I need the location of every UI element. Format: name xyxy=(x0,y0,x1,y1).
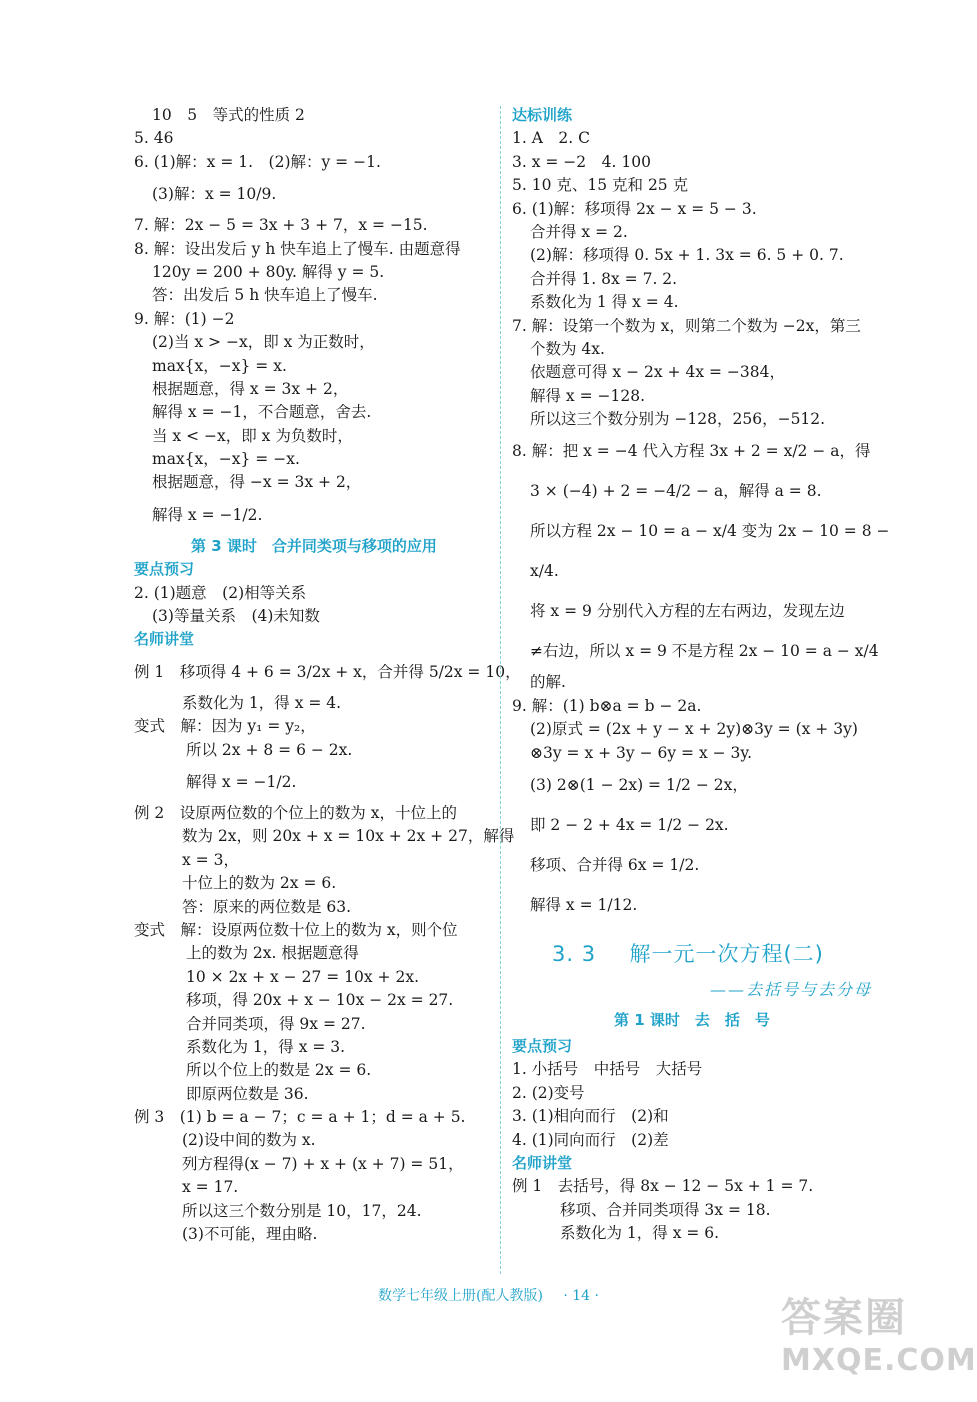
text-line: 5. 10 克、15 克和 25 克 xyxy=(512,176,689,195)
text-line: 变式 解：设原两位数十位上的数为 x，则个位 xyxy=(134,920,458,939)
watermark-line2: MXQE.COM xyxy=(781,1343,977,1378)
text-line: 列方程得(x − 7) + x + (x + 7) = 51， xyxy=(182,1154,464,1173)
text-line: 上的数为 2x. 根据题意得 xyxy=(186,944,359,963)
text-line: 例 2 设原两位数的个位上的数为 x，十位上的 xyxy=(134,803,457,822)
text-line: x = 3， xyxy=(182,850,239,869)
right-column xyxy=(512,104,890,1246)
text-line: 例 3 (1) b = a − 7；c = a + 1；d = a + 5. xyxy=(134,1108,466,1127)
text-line: 达标训练 xyxy=(512,106,573,124)
section-title-text: 解一元一次方程(二) xyxy=(629,942,824,967)
text-line: 解得 x = −128. xyxy=(530,386,646,405)
text-line: 所以个位上的数是 2x = 6. xyxy=(186,1061,372,1080)
text-line: (3)不可能，理由略. xyxy=(182,1225,318,1244)
watermark-line1: 答案圈 xyxy=(781,1295,907,1341)
text-line: 要点预习 xyxy=(512,1037,573,1056)
section-title xyxy=(512,933,872,975)
text-line: ⊗3y = x + 3y − 6y = x − 3y. xyxy=(530,743,753,762)
text-line: max{x，−x} = −x. xyxy=(152,450,300,469)
text-line: 第 3 课时 合并同类项与移项的应用 xyxy=(191,536,437,555)
text-line: 根据题意，得 −x = 3x + 2， xyxy=(152,473,362,492)
text-line: (3)解：x = 10/9. xyxy=(152,185,277,204)
section-subtitle: ——去括号与去分母 xyxy=(709,980,872,1000)
text-line: 8. 解：把 x = −4 代入方程 3x + 2 = x/2 − a，得 xyxy=(512,442,871,461)
column-divider xyxy=(500,106,501,1274)
text-line: 即原两位数是 36. xyxy=(186,1084,309,1103)
text-line: (2)原式 = (2x + y − x + 2y)⊗3y = (x + 3y) xyxy=(530,720,858,739)
text-line: 将 x = 9 分别代入方程的左右两边，发现左边 xyxy=(530,602,845,621)
right-answers xyxy=(512,104,890,925)
text-line: 系数化为 1，得 x = 3. xyxy=(186,1037,346,1056)
text-line: 3. (1)相向而行 (2)和 xyxy=(512,1107,669,1126)
text-line: 7. 解：设第一个数为 x，则第二个数为 −2x，第三 xyxy=(512,316,861,335)
text-line: 所以 2x + 8 = 6 − 2x. xyxy=(186,740,353,759)
text-line: 合并得 1. 8x = 7. 2. xyxy=(530,269,678,288)
text-line: 例 1 移项得 4 + 6 = 3/2x + x，合并得 5/2x = 10， xyxy=(134,662,521,681)
text-line: 9. 解：(1) −2 xyxy=(134,309,235,328)
text-line: 答：原来的两位数是 63. xyxy=(182,897,352,916)
text-line: 的解. xyxy=(530,673,566,692)
text-line: 即 2 − 2 + 4x = 1/2 − 2x. xyxy=(530,816,729,835)
text-line: 解得 x = −1，不合题意，舍去. xyxy=(152,403,372,422)
lesson-heading: 第 1 课时 去 括 号 xyxy=(614,1011,770,1030)
text-line: (2)解：移项得 0. 5x + 1. 3x = 6. 5 + 0. 7. xyxy=(530,246,844,265)
text-line: 3 × (−4) + 2 = −4/2 − a，解得 a = 8. xyxy=(530,482,822,501)
right-lesson-answers xyxy=(512,1035,872,1246)
text-line: 数为 2x，则 20x + x = 10x + 2x + 27，解得 xyxy=(182,827,515,846)
watermark-logo xyxy=(781,1286,977,1386)
text-line: (3) 2⊗(1 − 2x) = 1/2 − 2x， xyxy=(530,776,748,795)
text-line: 合并同类项，得 9x = 27. xyxy=(186,1014,366,1033)
text-line: 10 5 等式的性质 2 xyxy=(152,106,305,124)
text-line: 6. (1)解：x = 1. (2)解：y = −1. xyxy=(134,152,381,171)
text-line: (3)等量关系 (4)未知数 xyxy=(152,607,320,626)
text-line: (2)当 x > −x，即 x 为正数时， xyxy=(152,333,375,352)
text-line: (2)设中间的数为 x. xyxy=(182,1131,316,1150)
text-line: 名师讲堂 xyxy=(134,630,195,649)
text-line: 移项、合并得 6x = 1/2. xyxy=(530,856,700,875)
text-line: 变式 解：因为 y₁ = y₂， xyxy=(134,717,316,736)
text-line: 十位上的数为 2x = 6. xyxy=(182,874,337,893)
text-line: 合并得 x = 2. xyxy=(530,222,628,241)
text-line: 4. (1)同向而行 (2)差 xyxy=(512,1130,669,1149)
section-heading xyxy=(512,933,872,1035)
section-number: 3. 3 xyxy=(552,942,597,967)
text-line: 1. A 2. C xyxy=(512,129,590,148)
text-line: max{x，−x} = x. xyxy=(152,356,287,375)
text-line: 5. 46 xyxy=(134,129,174,148)
text-line: 6. (1)解：移项得 2x − x = 5 − 3. xyxy=(512,199,757,218)
text-line: 系数化为 1 得 x = 4. xyxy=(530,293,679,312)
text-line: 解得 x = −1/2. xyxy=(186,772,297,791)
text-line: 解得 x = −1/2. xyxy=(152,505,263,524)
text-line: 2. (2)变号 xyxy=(512,1083,585,1102)
text-line: 1. 小括号 中括号 大括号 xyxy=(512,1060,703,1079)
text-line: 根据题意，得 x = 3x + 2， xyxy=(152,379,349,398)
text-line: 系数化为 1，得 x = 4. xyxy=(182,693,342,712)
text-line: 当 x < −x，即 x 为负数时， xyxy=(152,426,353,445)
text-line: 9. 解：(1) b⊗a = b − 2a. xyxy=(512,696,702,715)
page-number: · 14 · xyxy=(563,1288,599,1304)
text-line: x = 17. xyxy=(182,1178,239,1197)
text-line: 要点预习 xyxy=(134,560,195,579)
text-line: 所以方程 2x − 10 = a − x/4 变为 2x − 10 = 8 − xyxy=(530,522,890,541)
text-line: 系数化为 1，得 x = 6. xyxy=(560,1224,720,1243)
text-line: 7. 解：2x − 5 = 3x + 3 + 7，x = −15. xyxy=(134,216,428,235)
text-line: 例 1 去括号，得 8x − 12 − 5x + 1 = 7. xyxy=(512,1177,814,1196)
text-line: 2. (1)题意 (2)相等关系 xyxy=(134,583,307,602)
text-line: 移项、合并同类项得 3x = 18. xyxy=(560,1200,771,1219)
text-line: 名师讲堂 xyxy=(512,1153,573,1172)
text-line: 个数为 4x. xyxy=(530,339,605,358)
text-line: ≠右边，所以 x = 9 不是方程 2x − 10 = a − x/4 xyxy=(530,642,879,661)
text-line: 答：出发后 5 h 快车追上了慢车. xyxy=(152,286,378,305)
text-line: 所以这三个数分别为 −128，256，−512. xyxy=(530,410,826,429)
left-column xyxy=(134,104,521,1246)
text-line: 所以这三个数分别是 10，17，24. xyxy=(182,1201,422,1220)
text-line: 移项，得 20x + x − 10x − 2x = 27. xyxy=(186,991,454,1010)
text-line: 8. 解：设出发后 y h 快车追上了慢车. 由题意得 xyxy=(134,239,461,258)
text-line: 解得 x = 1/12. xyxy=(530,896,638,915)
text-line: 10 × 2x + x − 27 = 10x + 2x. xyxy=(186,967,419,986)
text-line: 120y = 200 + 80y. 解得 y = 5. xyxy=(152,262,385,281)
book-title: 数学七年级上册(配人教版) xyxy=(377,1288,543,1304)
text-line: 3. x = −2 4. 100 xyxy=(512,152,651,171)
text-line: x/4. xyxy=(530,562,559,581)
text-line: 依题意可得 x − 2x + 4x = −384， xyxy=(530,363,785,382)
